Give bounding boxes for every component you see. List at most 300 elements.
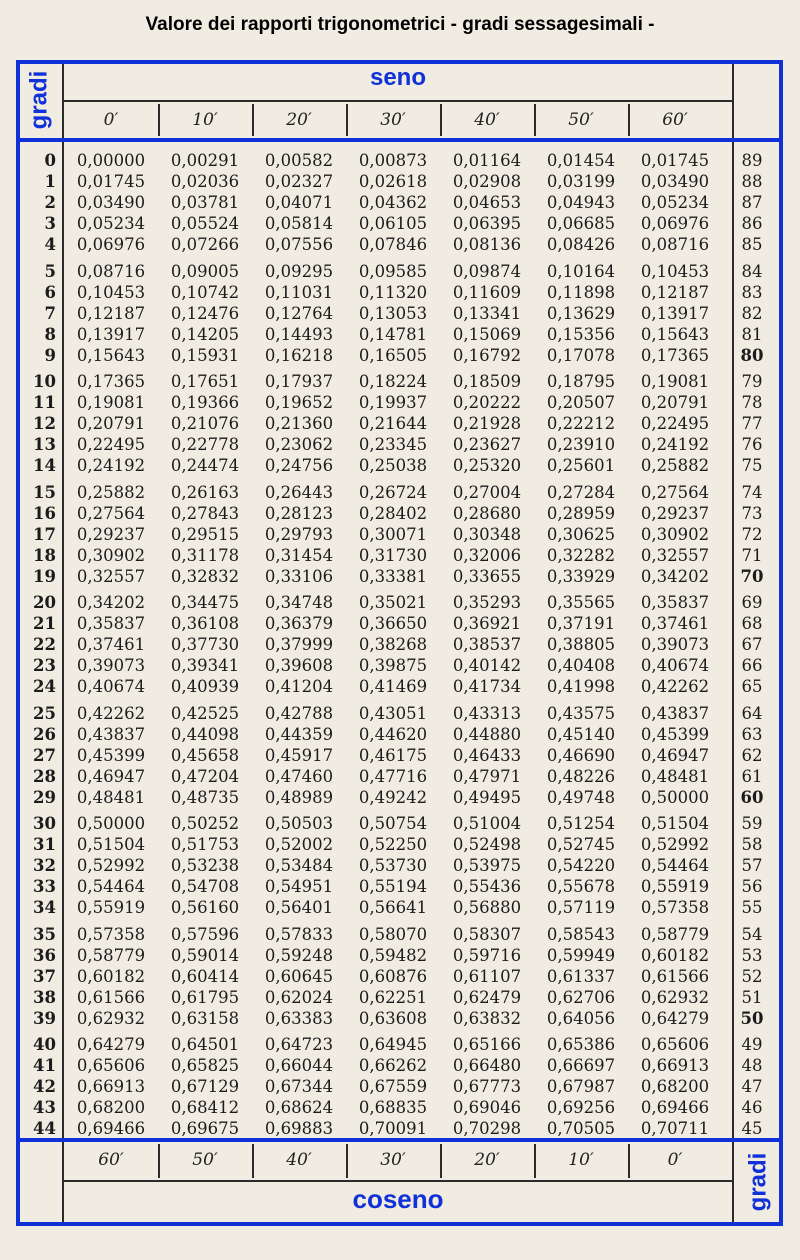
complement-degree-label: 56	[741, 877, 763, 896]
table-row	[0, 371, 800, 392]
degree-label: 40	[33, 1035, 56, 1054]
table-row	[0, 834, 800, 855]
minute-footer: 0′	[667, 1150, 683, 1170]
sine-value: 0,22495	[76, 435, 146, 454]
sine-value: 0,00291	[170, 151, 240, 170]
degree-label: 35	[33, 924, 56, 944]
sine-value: 0,57358	[76, 924, 146, 944]
table-row	[0, 897, 800, 918]
header-divider	[64, 100, 732, 102]
degree-label: 22	[33, 635, 56, 654]
complement-degree-label: 83	[741, 282, 763, 302]
complement-degree-label: 63	[741, 724, 763, 744]
table-row	[0, 787, 800, 808]
table-row	[0, 855, 800, 876]
sine-value: 0,13917	[640, 303, 710, 323]
sine-value: 0,47971	[452, 766, 522, 786]
sine-value: 0,10742	[170, 282, 240, 302]
degree-label: 23	[33, 656, 56, 675]
sine-value: 0,55436	[452, 877, 522, 896]
sine-value: 0,24756	[264, 456, 334, 475]
sine-value: 0,38537	[452, 635, 522, 654]
sine-value: 0,51004	[452, 814, 522, 833]
complement-degree-label: 73	[741, 503, 763, 523]
sine-value: 0,62706	[546, 987, 616, 1007]
sine-value: 0,50754	[358, 814, 428, 833]
minute-footer: 50′	[192, 1150, 218, 1170]
table-row	[0, 724, 800, 745]
sine-value: 0,55919	[640, 877, 710, 896]
sine-value: 0,37461	[640, 614, 710, 633]
sine-value: 0,11031	[264, 282, 334, 302]
sine-value: 0,36650	[358, 614, 428, 633]
sine-value: 0,68200	[76, 1098, 146, 1117]
sine-value: 0,24192	[76, 456, 146, 475]
footer-column-divider	[346, 1144, 348, 1178]
sine-value: 0,57358	[640, 898, 710, 917]
sine-value: 0,21076	[170, 414, 240, 433]
degree-label: 27	[33, 745, 56, 765]
sine-value: 0,65606	[76, 1056, 146, 1075]
table-row	[0, 813, 800, 834]
sine-value: 0,47716	[358, 766, 428, 786]
degree-label: 34	[33, 898, 56, 917]
degree-label: 14	[33, 456, 56, 475]
sine-value: 0,13629	[546, 303, 616, 323]
sine-value: 0,59248	[264, 945, 334, 965]
minute-footer: 10′	[568, 1150, 594, 1170]
complement-degree-label: 50	[740, 1008, 764, 1028]
table-row	[0, 545, 800, 566]
complement-degree-label: 78	[741, 393, 763, 412]
sine-value: 0,23910	[546, 435, 616, 454]
sine-value: 0,42788	[264, 703, 334, 723]
sine-value: 0,32006	[452, 545, 522, 565]
sine-value: 0,55919	[76, 898, 146, 917]
table-row	[0, 745, 800, 766]
sine-value: 0,69046	[452, 1098, 522, 1117]
sine-value: 0,41734	[452, 677, 522, 696]
page-title: Valore dei rapporti trigonometrici - gradi sessagesimali -	[145, 14, 655, 35]
table-row	[0, 766, 800, 787]
sine-value: 0,32282	[546, 545, 616, 565]
table-row	[0, 1034, 800, 1055]
sine-value: 0,54464	[640, 856, 710, 875]
header-column-divider	[440, 104, 442, 136]
sine-value: 0,25038	[358, 456, 428, 475]
degree-label: 18	[33, 545, 56, 565]
complement-degree-label: 80	[740, 345, 764, 365]
sine-value: 0,09874	[452, 261, 522, 281]
sine-value: 0,20507	[546, 393, 616, 412]
sine-value: 0,60182	[76, 966, 146, 986]
sine-value: 0,60645	[264, 966, 334, 986]
sine-value: 0,22212	[546, 414, 616, 433]
sine-value: 0,35021	[358, 593, 428, 612]
sine-value: 0,48481	[640, 766, 710, 786]
sine-value: 0,10453	[76, 282, 146, 302]
seno-heading: seno	[369, 64, 426, 91]
sine-value: 0,66480	[452, 1056, 522, 1075]
sine-value: 0,37999	[264, 635, 334, 654]
sine-value: 0,03490	[640, 172, 710, 191]
complement-degree-label: 64	[741, 703, 763, 723]
sine-value: 0,36379	[264, 614, 334, 633]
sine-value: 0,06685	[546, 214, 616, 233]
sine-value: 0,03490	[76, 193, 146, 212]
footer-column-divider	[158, 1144, 160, 1178]
sine-value: 0,14493	[264, 324, 334, 344]
table-row	[0, 1097, 800, 1118]
sine-value: 0,68200	[640, 1077, 710, 1096]
sine-value: 0,42262	[76, 703, 146, 723]
table-row	[0, 434, 800, 455]
sine-value: 0,12764	[264, 303, 334, 323]
sine-value: 0,11320	[358, 282, 428, 302]
sine-value: 0,45399	[640, 724, 710, 744]
sine-value: 0,40142	[452, 656, 522, 675]
sine-value: 0,23062	[264, 435, 334, 454]
header-column-divider	[158, 104, 160, 136]
table-row	[0, 324, 800, 345]
sine-value: 0,15643	[76, 345, 146, 365]
sine-value: 0,35565	[546, 593, 616, 612]
sine-value: 0,48226	[546, 766, 616, 786]
sine-value: 0,04943	[546, 193, 616, 212]
sine-value: 0,29793	[264, 524, 334, 544]
minute-header: 10′	[192, 110, 218, 130]
sine-value: 0,62932	[640, 987, 710, 1007]
gradi-label-left: gradi	[25, 70, 53, 130]
complement-degree-label: 68	[741, 614, 763, 633]
sine-value: 0,13341	[452, 303, 522, 323]
sine-value: 0,52002	[264, 835, 334, 854]
sine-value: 0,67344	[264, 1077, 334, 1096]
degree-label: 25	[33, 703, 56, 723]
sine-value: 0,44098	[170, 724, 240, 744]
table-row	[0, 966, 800, 987]
degree-label: 15	[33, 482, 56, 502]
sine-value: 0,25601	[546, 456, 616, 475]
degree-label: 4	[44, 235, 56, 254]
table-row	[0, 566, 800, 587]
sine-value: 0,48481	[76, 787, 146, 807]
sine-value: 0,14781	[358, 324, 428, 344]
sine-value: 0,16792	[452, 345, 522, 365]
sine-value: 0,60414	[170, 966, 240, 986]
sine-value: 0,66913	[76, 1077, 146, 1096]
sine-value: 0,33106	[264, 566, 334, 586]
sine-value: 0,69883	[264, 1119, 334, 1138]
sine-value: 0,38805	[546, 635, 616, 654]
degree-label: 31	[33, 835, 56, 854]
sine-value: 0,17365	[76, 372, 146, 391]
sine-value: 0,69256	[546, 1098, 616, 1117]
sine-value: 0,42262	[640, 677, 710, 696]
sine-value: 0,12187	[76, 303, 146, 323]
sine-value: 0,07556	[264, 235, 334, 254]
sine-value: 0,46947	[640, 745, 710, 765]
sine-value: 0,09295	[264, 261, 334, 281]
sine-value: 0,54708	[170, 877, 240, 896]
sine-value: 0,39341	[170, 656, 240, 675]
sine-value: 0,47460	[264, 766, 334, 786]
sine-value: 0,66262	[358, 1056, 428, 1075]
sine-value: 0,58543	[546, 924, 616, 944]
degree-label: 21	[33, 614, 56, 633]
sine-value: 0,37191	[546, 614, 616, 633]
sine-value: 0,06395	[452, 214, 522, 233]
sine-value: 0,58779	[76, 945, 146, 965]
sine-value: 0,27564	[76, 503, 146, 523]
sine-value: 0,62251	[358, 987, 428, 1007]
sine-value: 0,28123	[264, 503, 334, 523]
sine-value: 0,08426	[546, 235, 616, 254]
sine-value: 0,48735	[170, 787, 240, 807]
sine-value: 0,61795	[170, 987, 240, 1007]
degree-label: 41	[33, 1056, 56, 1075]
sine-value: 0,54464	[76, 877, 146, 896]
degree-label: 12	[33, 414, 56, 433]
table-row	[0, 703, 800, 724]
degree-label: 39	[33, 1008, 56, 1028]
table-row	[0, 655, 800, 676]
sine-value: 0,17078	[546, 345, 616, 365]
sine-value: 0,58779	[640, 924, 710, 944]
degree-label: 44	[33, 1119, 56, 1138]
sine-value: 0,61337	[546, 966, 616, 986]
footer-right-border	[732, 1142, 734, 1222]
sine-value: 0,37730	[170, 635, 240, 654]
sine-value: 0,40939	[170, 677, 240, 696]
sine-value: 0,03781	[170, 193, 240, 212]
sine-value: 0,41469	[358, 677, 428, 696]
sine-value: 0,00000	[76, 151, 146, 170]
sine-value: 0,66697	[546, 1056, 616, 1075]
complement-degree-label: 84	[741, 261, 763, 281]
sine-value: 0,68624	[264, 1098, 334, 1117]
sine-value: 0,50503	[264, 814, 334, 833]
sine-value: 0,59716	[452, 945, 522, 965]
complement-degree-label: 77	[741, 414, 763, 433]
minute-header: 50′	[568, 110, 594, 130]
sine-value: 0,64501	[170, 1035, 240, 1054]
sine-value: 0,23345	[358, 435, 428, 454]
sine-value: 0,01454	[546, 151, 616, 170]
footer-divider	[64, 1180, 732, 1182]
sine-value: 0,52498	[452, 835, 522, 854]
complement-degree-label: 69	[741, 593, 763, 612]
minute-header: 20′	[286, 110, 312, 130]
complement-degree-label: 82	[741, 303, 763, 323]
degree-label: 0	[44, 151, 56, 170]
degree-label: 29	[33, 787, 56, 807]
sine-value: 0,49495	[452, 787, 522, 807]
sine-value: 0,13917	[76, 324, 146, 344]
sine-value: 0,52745	[546, 835, 616, 854]
complement-degree-label: 67	[741, 635, 763, 654]
complement-degree-label: 51	[741, 987, 763, 1007]
sine-value: 0,43837	[76, 724, 146, 744]
sine-value: 0,43051	[358, 703, 428, 723]
minute-footer: 60′	[98, 1150, 124, 1170]
table-row	[0, 455, 800, 476]
sine-value: 0,59949	[546, 945, 616, 965]
sine-value: 0,45658	[170, 745, 240, 765]
sine-value: 0,43837	[640, 703, 710, 723]
sine-value: 0,08716	[76, 261, 146, 281]
sine-value: 0,06976	[640, 214, 710, 233]
degree-label: 30	[33, 814, 56, 833]
degree-label: 42	[33, 1077, 56, 1096]
header-column-divider	[346, 104, 348, 136]
table-row	[0, 634, 800, 655]
degree-label: 20	[33, 593, 56, 612]
sine-value: 0,57596	[170, 924, 240, 944]
sine-value: 0,43313	[452, 703, 522, 723]
sine-value: 0,56401	[264, 898, 334, 917]
sine-value: 0,14205	[170, 324, 240, 344]
table-row	[0, 987, 800, 1008]
table-row	[0, 503, 800, 524]
minute-footer: 30′	[380, 1150, 406, 1170]
sine-value: 0,69466	[640, 1098, 710, 1117]
table-row	[0, 303, 800, 324]
sine-value: 0,34202	[76, 593, 146, 612]
degree-label: 7	[44, 303, 56, 323]
complement-degree-label: 89	[741, 151, 763, 170]
header-separator	[16, 138, 783, 142]
sine-value: 0,02618	[358, 172, 428, 191]
sine-value: 0,70505	[546, 1119, 616, 1138]
sine-value: 0,36108	[170, 614, 240, 633]
sine-value: 0,39073	[640, 635, 710, 654]
complement-degree-label: 86	[741, 214, 763, 233]
sine-value: 0,07846	[358, 235, 428, 254]
sine-value: 0,39073	[76, 656, 146, 675]
degree-label: 17	[33, 524, 56, 544]
complement-degree-label: 75	[741, 456, 763, 475]
sine-value: 0,19652	[264, 393, 334, 412]
sine-value: 0,35293	[452, 593, 522, 612]
sine-value: 0,63383	[264, 1008, 334, 1028]
degree-label: 26	[33, 724, 56, 744]
sine-value: 0,25320	[452, 456, 522, 475]
sine-value: 0,49242	[358, 787, 428, 807]
sine-value: 0,15069	[452, 324, 522, 344]
sine-value: 0,55194	[358, 877, 428, 896]
complement-degree-label: 54	[741, 924, 763, 944]
minute-footer: 20′	[474, 1150, 500, 1170]
sine-value: 0,40674	[76, 677, 146, 696]
sine-value: 0,39608	[264, 656, 334, 675]
sine-value: 0,10453	[640, 261, 710, 281]
complement-degree-label: 61	[741, 766, 763, 786]
sine-value: 0,53975	[452, 856, 522, 875]
sine-value: 0,28402	[358, 503, 428, 523]
sine-value: 0,31178	[170, 545, 240, 565]
complement-degree-label: 47	[741, 1077, 763, 1096]
table-row	[0, 676, 800, 697]
sine-value: 0,62024	[264, 987, 334, 1007]
sine-value: 0,20791	[76, 414, 146, 433]
sine-value: 0,19081	[640, 372, 710, 391]
sine-value: 0,40674	[640, 656, 710, 675]
sine-value: 0,30625	[546, 524, 616, 544]
complement-degree-label: 62	[741, 745, 763, 765]
sine-value: 0,32832	[170, 566, 240, 586]
sine-value: 0,23627	[452, 435, 522, 454]
sine-value: 0,01745	[76, 172, 146, 191]
sine-value: 0,50000	[76, 814, 146, 833]
coseno-heading: coseno	[352, 1184, 444, 1214]
sine-value: 0,30348	[452, 524, 522, 544]
sine-value: 0,25882	[640, 456, 710, 475]
sine-value: 0,46947	[76, 766, 146, 786]
minute-header: 40′	[474, 110, 500, 130]
sine-value: 0,51504	[640, 814, 710, 833]
sine-value: 0,01164	[452, 151, 522, 170]
sine-value: 0,18795	[546, 372, 616, 391]
sine-value: 0,16505	[358, 345, 428, 365]
gradi-label-right: gradi	[744, 1152, 772, 1212]
sine-value: 0,67559	[358, 1077, 428, 1096]
table-row	[0, 392, 800, 413]
table-row	[0, 1076, 800, 1097]
sine-value: 0,15643	[640, 324, 710, 344]
table-row	[0, 1055, 800, 1076]
sine-value: 0,24192	[640, 435, 710, 454]
complement-degree-label: 45	[741, 1119, 763, 1138]
sine-value: 0,30902	[76, 545, 146, 565]
sine-value: 0,52250	[358, 835, 428, 854]
sine-value: 0,32557	[640, 545, 710, 565]
sine-value: 0,11898	[546, 282, 616, 302]
sine-value: 0,67773	[452, 1077, 522, 1096]
sine-value: 0,29237	[76, 524, 146, 544]
sine-value: 0,34475	[170, 593, 240, 612]
sine-value: 0,10164	[546, 261, 616, 281]
table-row	[0, 192, 800, 213]
header-right-border	[732, 64, 734, 138]
sine-value: 0,61107	[452, 966, 522, 986]
sine-value: 0,65166	[452, 1035, 522, 1054]
sine-value: 0,07266	[170, 235, 240, 254]
sine-value: 0,08136	[452, 235, 522, 254]
sine-value: 0,43575	[546, 703, 616, 723]
sine-value: 0,36921	[452, 614, 522, 633]
sine-value: 0,46175	[358, 745, 428, 765]
sine-value: 0,53730	[358, 856, 428, 875]
sine-value: 0,55678	[546, 877, 616, 896]
sine-value: 0,13053	[358, 303, 428, 323]
sine-value: 0,17651	[170, 372, 240, 391]
sine-value: 0,26163	[170, 482, 240, 502]
complement-degree-label: 79	[741, 372, 763, 391]
degree-label: 24	[33, 677, 56, 696]
header-column-divider	[534, 104, 536, 136]
sine-value: 0,27564	[640, 482, 710, 502]
sine-value: 0,51753	[170, 835, 240, 854]
table-row	[0, 171, 800, 192]
sine-value: 0,50000	[640, 787, 710, 807]
table-row	[0, 413, 800, 434]
sine-value: 0,45917	[264, 745, 334, 765]
complement-degree-label: 72	[741, 524, 763, 544]
table-row	[0, 1118, 800, 1139]
complement-degree-label: 87	[741, 193, 763, 212]
sine-value: 0,67129	[170, 1077, 240, 1096]
